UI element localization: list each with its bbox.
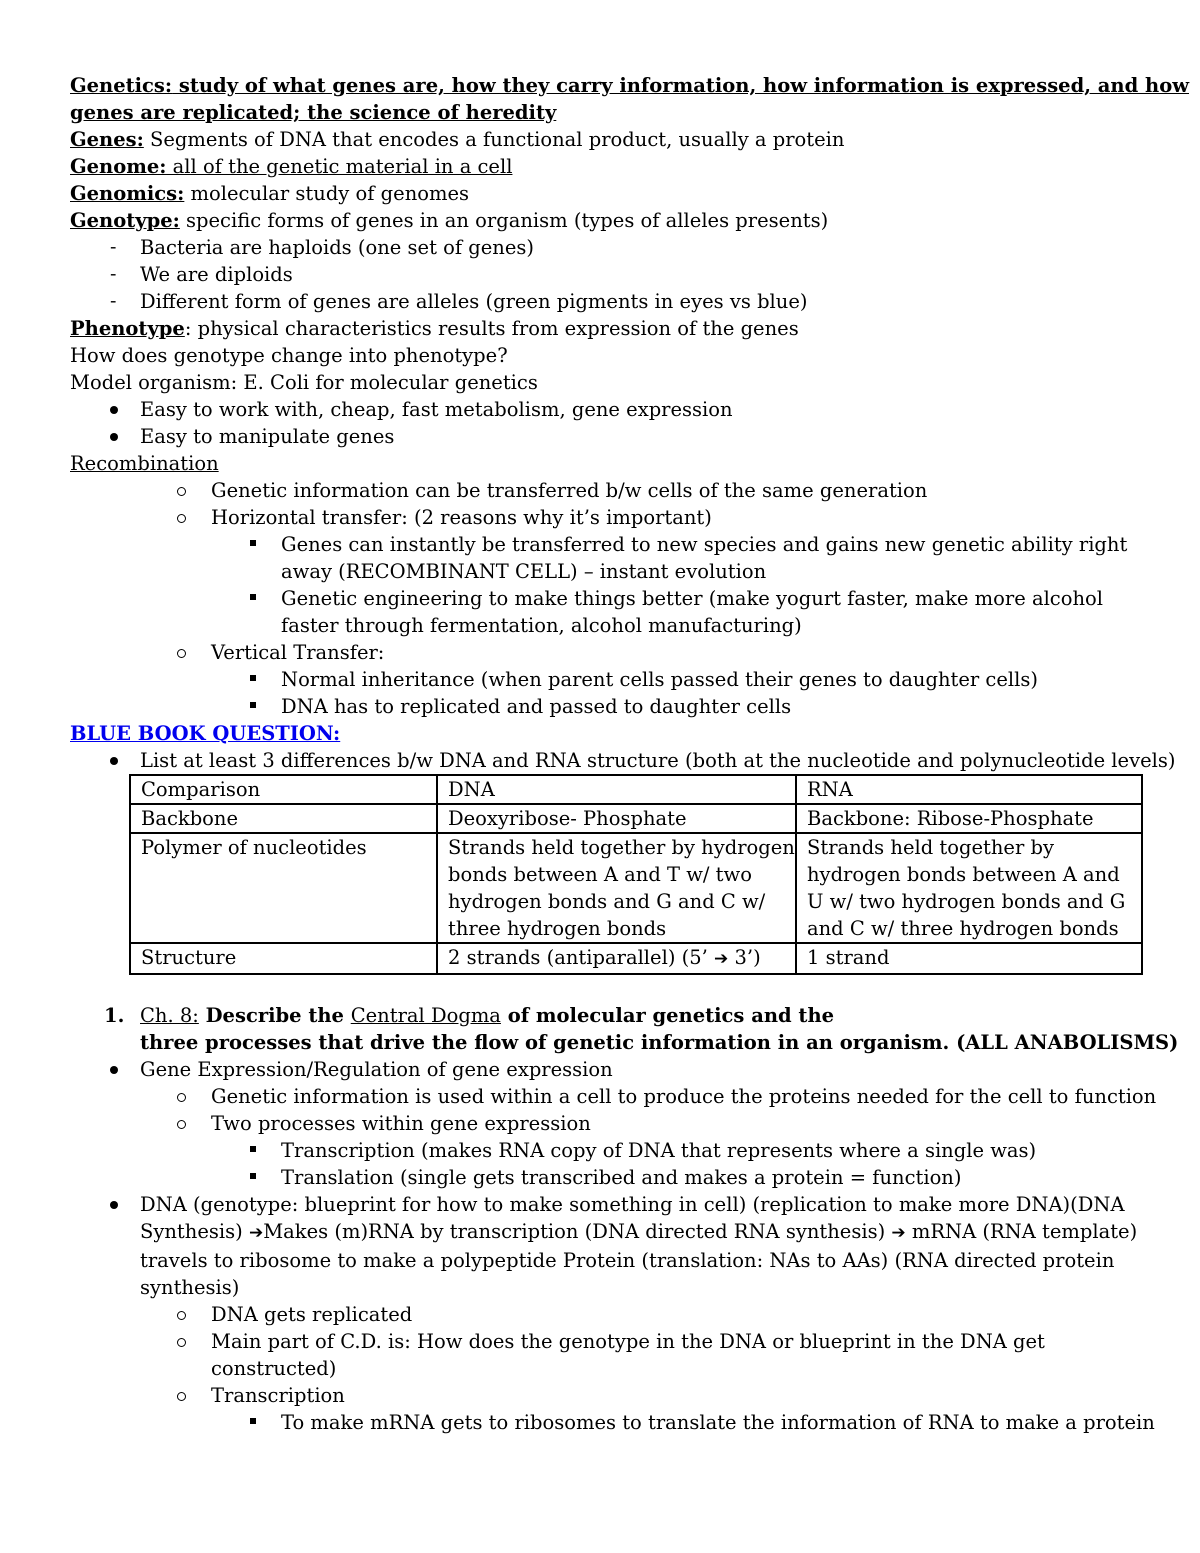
table-header: Comparison: [130, 775, 437, 804]
dash-bullet-icon: -: [110, 236, 117, 258]
square-bullet-icon: [250, 540, 256, 546]
circle-bullet-icon: [177, 1311, 186, 1320]
table-cell: Polymer of nucleotides: [130, 833, 437, 943]
genotype-def: specific forms of genes in an organism (types of alleles presents): [179, 209, 829, 232]
genetics-definition: [70, 72, 1189, 99]
table-cell: Deoxyribose- Phosphate: [437, 804, 796, 833]
table-cell: 2 strands (antiparallel) (5’ ➔ 3’): [437, 943, 796, 974]
circle-bullet-icon: [177, 1093, 186, 1102]
phenotype-definition: [70, 315, 1140, 342]
list-item: Horizontal transfer: (2 reasons why it’s important): [70, 504, 1140, 531]
genome-def: all of the genetic material in a cell: [166, 155, 513, 178]
genotype-term: Genotype:: [70, 209, 180, 232]
square-bullet-icon: [250, 1146, 256, 1152]
recombination-heading: Recombination: [70, 452, 219, 475]
circle-bullet-icon: [177, 1392, 186, 1401]
list-item: Main part of C.D. is: How does the genotype in the DNA or blueprint in the DNA get constructed): [70, 1328, 1140, 1382]
table-header: DNA: [437, 775, 796, 804]
square-bullet-icon: [250, 1418, 256, 1424]
genes-term: Genes:: [70, 128, 144, 151]
model-organism: Model organism: E. Coli for molecular genetics: [70, 371, 538, 394]
list-item: Normal inheritance (when parent cells passed their genes to daughter cells): [70, 666, 1140, 693]
dash-bullet-icon: -: [110, 263, 117, 285]
list-item: DNA has to replicated and passed to daughter cells: [70, 693, 1140, 720]
disc-bullet-icon: [110, 406, 118, 414]
document-page: [70, 72, 1189, 1436]
list-item: DNA gets replicated: [70, 1301, 1140, 1328]
list-item: DNA (genotype: blueprint for how to make something in cell) (replication to make more DNA)(DNA Synthesis) ➔Makes (m)RNA by transcription (DNA directed RNA synthesis) ➔ mRNA (RNA template) travels to ribosome to make a polypeptide Protein (translation: NAs to AAs) (RNA directed protein synthesis): [70, 1191, 1140, 1301]
list-item: Translation (single gets transcribed and makes a protein = function): [70, 1164, 1140, 1191]
disc-bullet-icon: [110, 1201, 118, 1209]
list-item: - Different form of genes are alleles (green pigments in eyes vs blue): [110, 290, 808, 313]
phenotype-term: Phenotype: [70, 317, 185, 340]
list-item: Transcription: [70, 1382, 1140, 1409]
comparison-table: [129, 774, 1143, 975]
circle-bullet-icon: [177, 487, 186, 496]
table-cell: Backbone: [130, 804, 437, 833]
list-item: - We are diploids: [110, 263, 293, 286]
table-row: [130, 833, 1142, 943]
genome-term: Genome:: [70, 155, 167, 178]
list-item: Easy to work with, cheap, fast metabolism, gene expression: [70, 396, 1140, 423]
circle-bullet-icon: [177, 1120, 186, 1129]
chapter-ref: Ch. 8:: [140, 1004, 199, 1027]
arrow-right-icon: ➔: [248, 1223, 264, 1243]
list-item: Gene Expression/Regulation of gene expression: [70, 1056, 1140, 1083]
circle-bullet-icon: [177, 649, 186, 658]
disc-bullet-icon: [110, 757, 118, 765]
square-bullet-icon: [250, 675, 256, 681]
circle-bullet-icon: [177, 514, 186, 523]
bluebook-heading: BLUE BOOK QUESTION:: [70, 722, 341, 745]
genetics-line2: genes are replicated; the science of heredity: [70, 101, 557, 124]
list-item: Easy to manipulate genes: [70, 423, 1140, 450]
genes-def: Segments of DNA that encodes a functional product, usually a protein: [143, 128, 845, 151]
table-cell: 1 strand: [796, 943, 1142, 974]
arrow-right-icon: ➔: [891, 1223, 906, 1243]
central-dogma-term: Central Dogma: [350, 1004, 501, 1027]
table-row: [130, 943, 1142, 974]
list-item: Genetic information can be transferred b/w cells of the same generation: [70, 477, 1140, 504]
square-bullet-icon: [250, 1173, 256, 1179]
list-item: Vertical Transfer:: [70, 639, 1140, 666]
table-header-row: [130, 775, 1142, 804]
list-item: Transcription (makes RNA copy of DNA that represents where a single was): [70, 1137, 1140, 1164]
table-cell: Structure: [130, 943, 437, 974]
table-row: [130, 804, 1142, 833]
table-cell: Backbone: Ribose-Phosphate: [796, 804, 1142, 833]
section-number: 1.: [104, 1004, 125, 1027]
square-bullet-icon: [250, 702, 256, 708]
table-cell: Strands held together by hydrogen bonds between A and T w/ two hydrogen bonds and G and C w/ three hydrogen bonds: [437, 833, 796, 943]
disc-bullet-icon: [110, 433, 118, 441]
genotype-definition: [70, 207, 1140, 234]
disc-bullet-icon: [110, 1066, 118, 1074]
genotype-question: How does genotype change into phenotype?: [70, 344, 508, 367]
list-item: To make mRNA gets to ribosomes to translate the information of RNA to make a protein: [70, 1409, 1140, 1436]
genes-definition: [70, 126, 1140, 153]
genome-definition: [70, 153, 1140, 180]
dash-bullet-icon: -: [110, 290, 117, 312]
list-item: - Bacteria are haploids (one set of genes): [110, 236, 535, 259]
table-cell: Strands held together by hydrogen bonds between A and U w/ two hydrogen bonds and G and C w/ three hydrogen bonds: [796, 833, 1142, 943]
section1-heading: 1. Ch. 8: Describe the Central Dogma of molecular genetics and the: [104, 1004, 835, 1027]
list-item: List at least 3 differences b/w DNA and RNA structure (both at the nucleotide and polynucleotide levels): [70, 747, 1140, 774]
list-item: Genetic engineering to make things better (make yogurt faster, make more alcohol faster through fermentation, alcohol manufacturing): [70, 585, 1140, 639]
genomics-def: molecular study of genomes: [184, 182, 470, 205]
genomics-definition: [70, 180, 1140, 207]
phenotype-def: : physical characteristics results from expression of the genes: [184, 317, 799, 340]
genetics-line1: Genetics: study of what genes are, how they carry information, how information is expressed, and how: [70, 74, 1189, 97]
table-header: RNA: [796, 775, 1142, 804]
circle-bullet-icon: [177, 1338, 186, 1347]
arrow-right-icon: ➔: [714, 949, 729, 969]
list-item: Genetic information is used within a cell to produce the proteins needed for the cell to function: [70, 1083, 1140, 1110]
list-item: Genes can instantly be transferred to new species and gains new genetic ability right away (RECOMBINANT CELL) – instant evolution: [70, 531, 1140, 585]
genomics-term: Genomics:: [70, 182, 185, 205]
genetics-definition-cont: [70, 99, 1140, 126]
list-item: Two processes within gene expression: [70, 1110, 1140, 1137]
section1-heading-cont: three processes that drive the flow of genetic information in an organism. (ALL ANABOLISMS): [140, 1031, 1179, 1054]
square-bullet-icon: [250, 594, 256, 600]
